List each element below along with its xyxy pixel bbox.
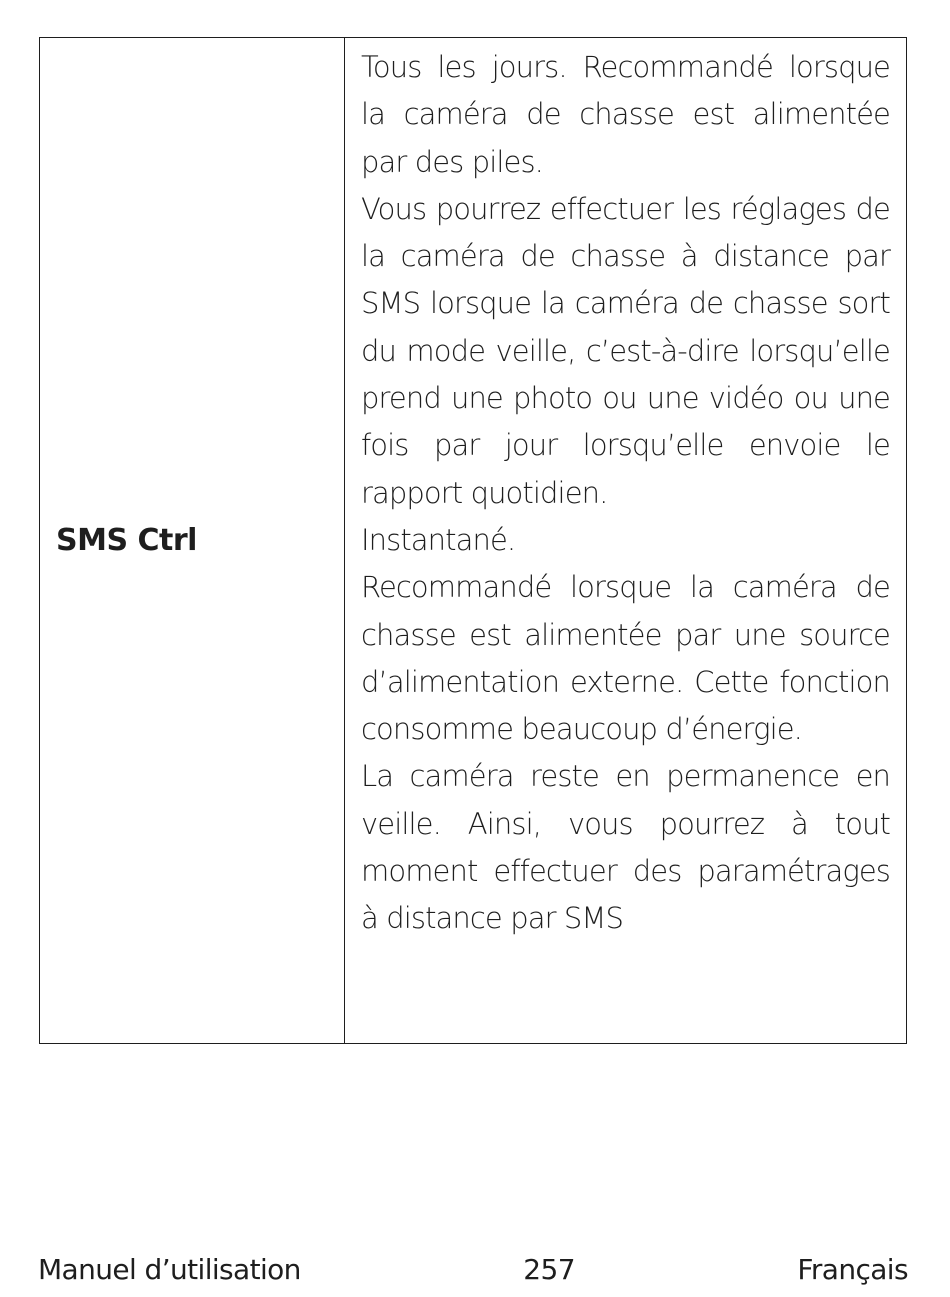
- description-paragraph: Recommandé lorsque la caméra de chasse est alimentée par une source d’alimentation externe. Cette fonction consomme beaucoup d’énergie.: [361, 570, 890, 747]
- footer-manual-title: Manuel d’utilisation: [38, 1252, 301, 1286]
- setting-description-cell: [345, 38, 906, 1043]
- description-paragraph: Vous pourrez effectuer les réglages de la caméra de chasse à distance par SMS lorsque la caméra de chasse sort du mode veille, c’est-à-dire lorsqu’elle prend une photo ou une vidéo ou une fois par jour lorsqu’elle envoie le rapport quotidien.: [361, 191, 890, 510]
- setting-label-cell: [40, 38, 345, 1043]
- page-footer: [38, 1245, 908, 1293]
- footer-page-number: 257: [523, 1252, 575, 1286]
- footer-language: Français: [797, 1252, 908, 1286]
- setting-label: SMS Ctrl: [56, 523, 197, 558]
- description-paragraph: Instantané.: [361, 522, 516, 557]
- description-paragraph: La caméra reste en permanence en veille. Ainsi, vous pourrez à tout moment effectuer des paramétrages à distance par SMS: [361, 759, 890, 936]
- settings-table: [39, 37, 907, 1044]
- description-paragraph: Tous les jours. Recommandé lorsque la caméra de chasse est alimentée par des piles.: [361, 50, 890, 179]
